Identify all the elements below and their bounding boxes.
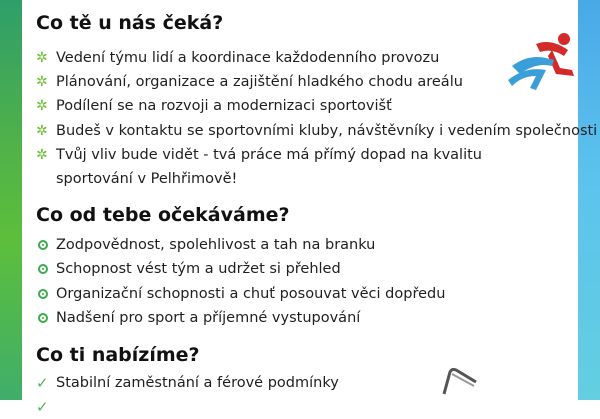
left-accent-bar [0,0,22,400]
check-icon: ✓ [36,398,49,416]
section-title-what-awaits: Co tě u nás čeká? [36,12,224,34]
gear-icon: ✲ [36,146,48,163]
target-circle-icon [38,264,48,274]
list-item: ✲ Budeš v kontaktu se sportovními kluby, návštěvníky i vedením společnosti [36,119,576,143]
list-item: ✲ Podílení se na rozvoji a modernizaci sportovišť [36,94,576,118]
what-awaits-list [36,46,598,191]
list-item: Organizační schopnosti a chuť posouvat věci dopředu [36,282,576,306]
runner-illustration [506,30,586,92]
target-circle-icon [38,289,48,299]
check-icon: ✓ [36,374,49,392]
expectations-list [36,233,576,330]
list-item: ✲ Plánování, organizace a zajištění hladkého chodu areálu [36,70,576,94]
list-item: Schopnost vést tým a udržet si přehled [36,257,576,281]
list-item: ✓ Stabilní zaměstnání a férové podmínky [36,371,576,395]
target-circle-icon [38,313,48,323]
list-item: ✲ Tvůj vliv bude vidět - tvá práce má přímý dopad na kvalitu [36,143,576,167]
target-circle-icon [38,240,48,250]
gear-icon: ✲ [36,122,48,139]
gear-icon: ✲ [36,98,48,115]
whistle-illustration [436,364,496,400]
list-item-continuation: sportování v Pelhřimově! [56,171,238,188]
section-title-offer: Co ti nabízíme? [36,344,200,366]
list-item: ✲ Vedení týmu lidí a koordinace každodenního provozu [36,46,576,70]
list-item: Zodpovědnost, spolehlivost a tah na branku [36,233,576,257]
gear-icon: ✲ [36,74,48,91]
document-content [36,0,598,416]
whistle-outline [444,369,476,394]
section-title-expectations: Co od tebe očekáváme? [36,204,290,226]
gear-icon: ✲ [36,50,48,66]
runner-swoosh-lower [508,69,546,90]
list-item: Nadšení pro sport a příjemné vystupování [36,306,576,330]
runner-head [558,33,570,45]
